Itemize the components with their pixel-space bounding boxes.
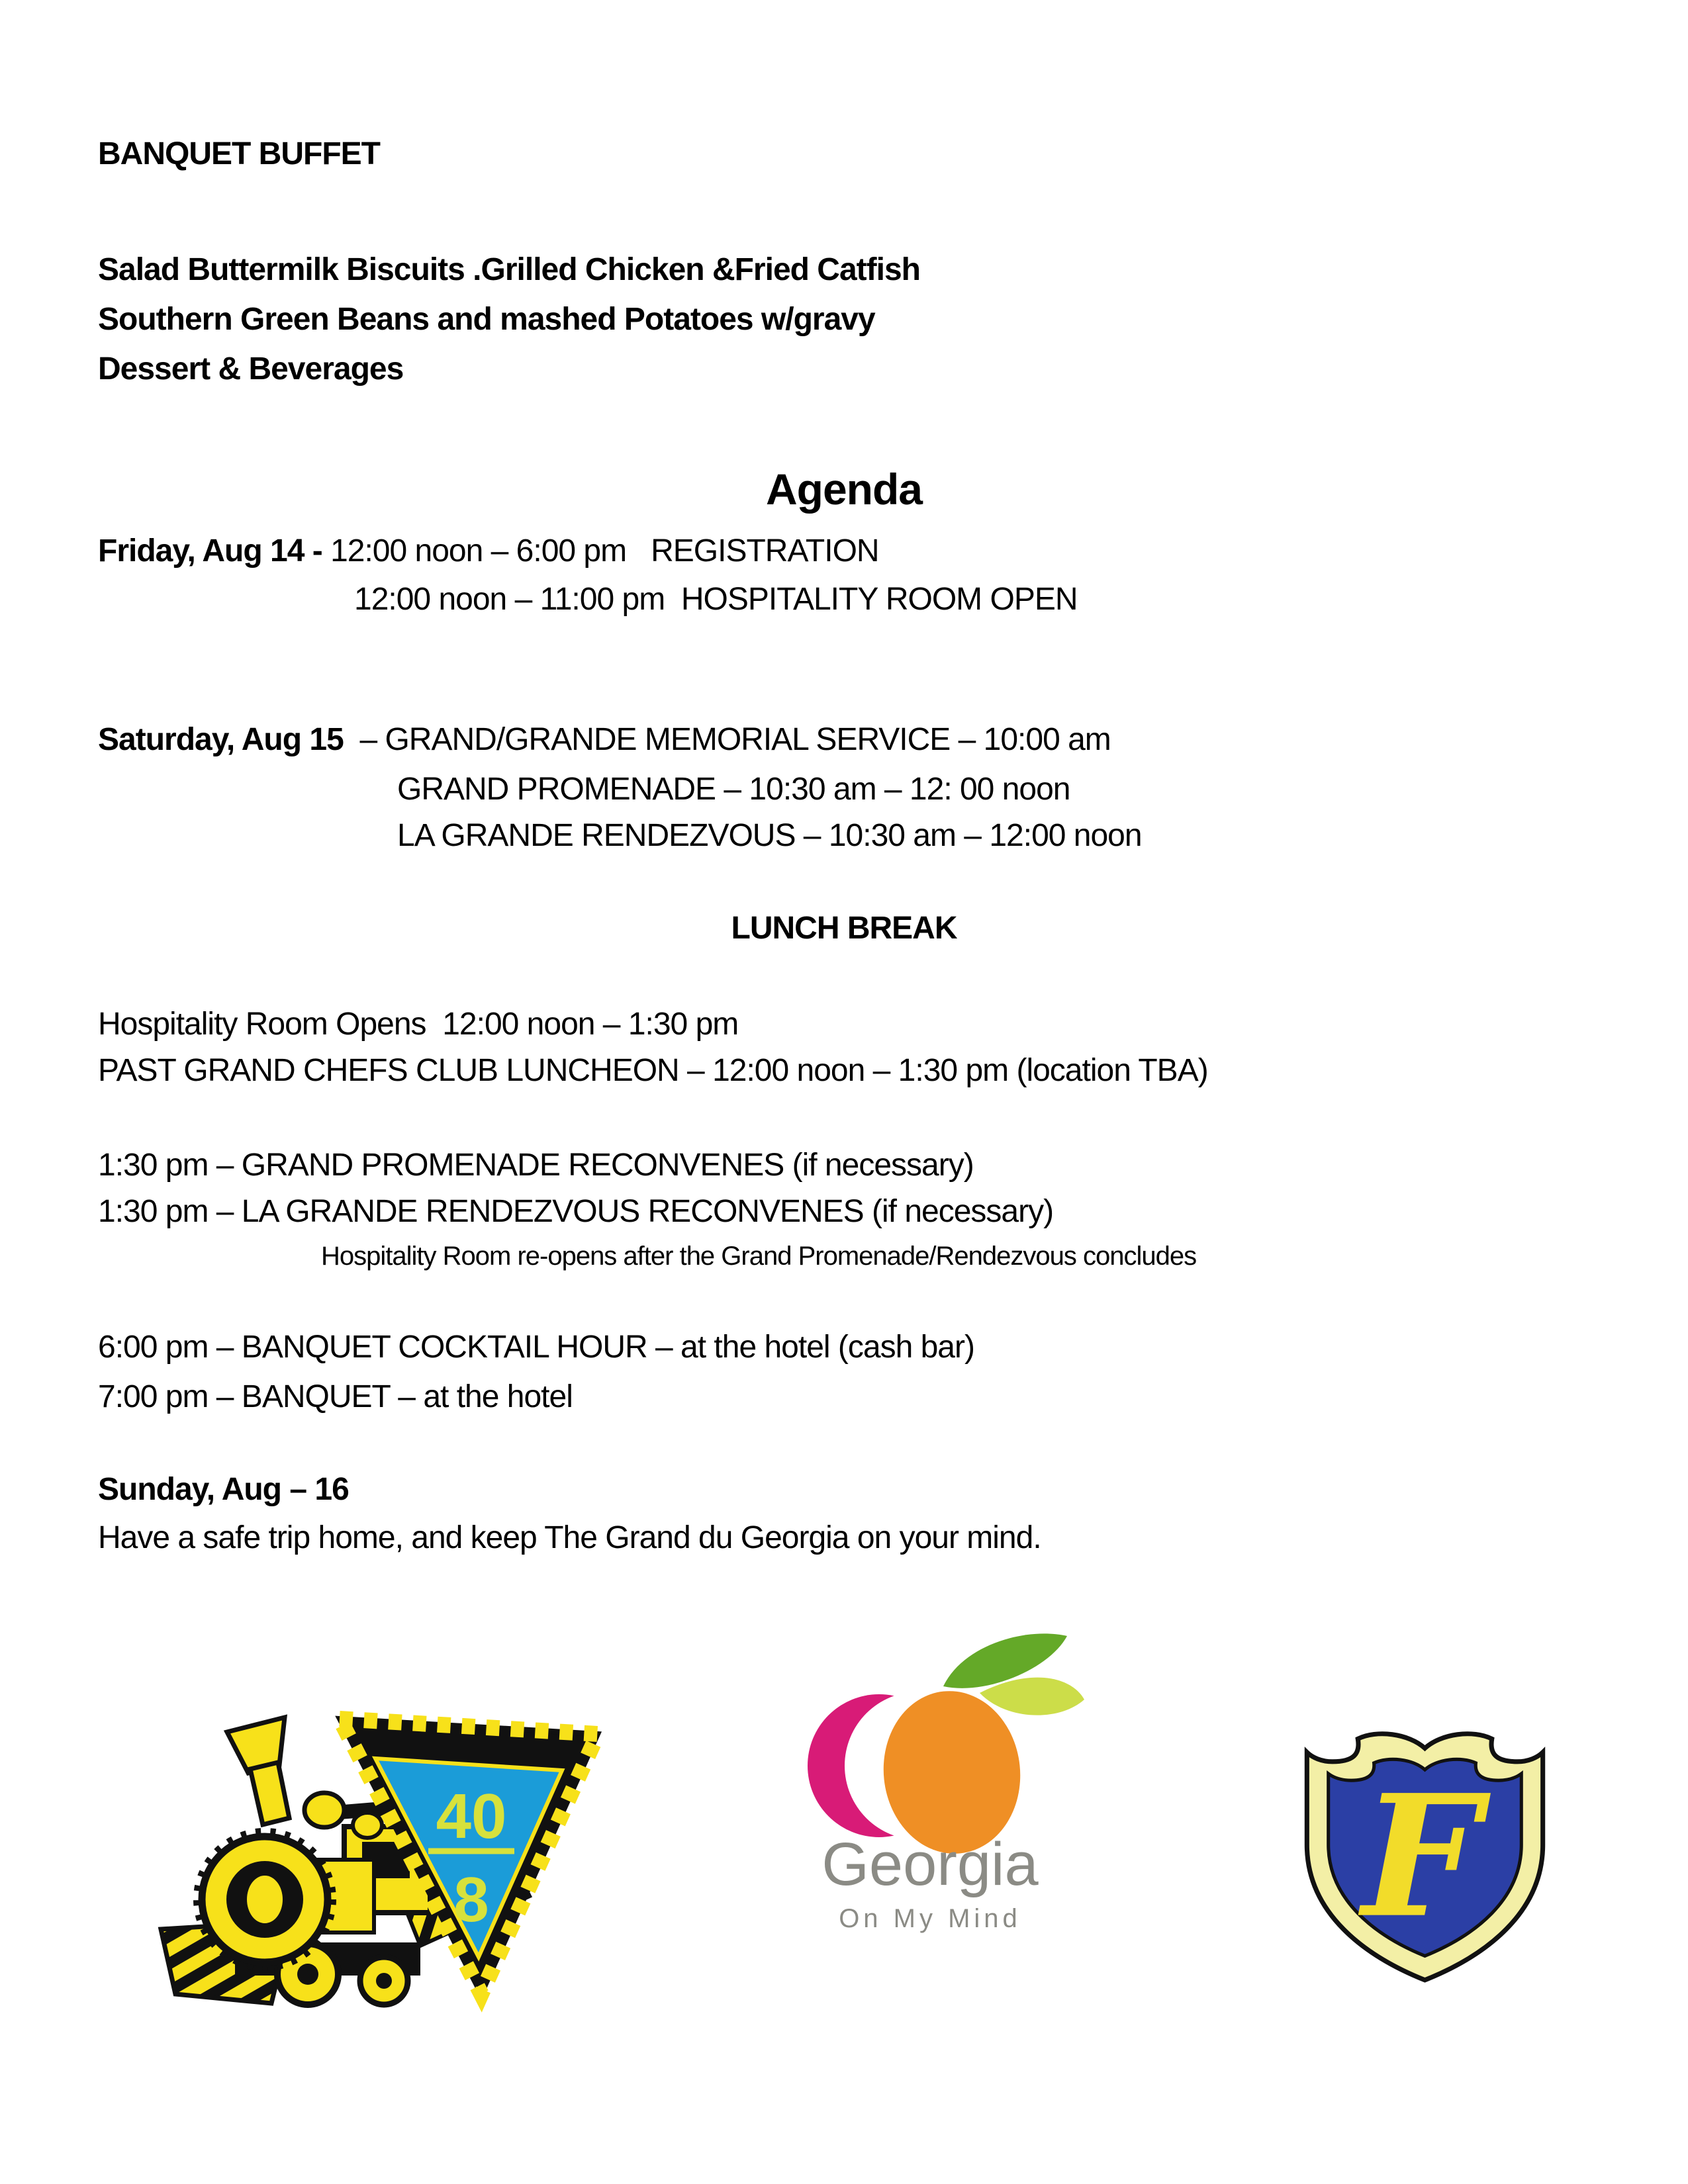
steam-dome-small xyxy=(353,1813,382,1838)
train-wheel-large-hub xyxy=(297,1964,318,1985)
shield-icon xyxy=(1291,1717,1559,1989)
smokestack-pipe xyxy=(250,1762,289,1825)
agenda-heading: Agenda xyxy=(765,465,923,514)
afternoon-rendezvous-line: 1:30 pm – LA GRANDE RENDEZVOUS RECONVENES (if necessary) xyxy=(98,1194,1054,1229)
menu-line-salad: Salad Buttermilk Biscuits .Grilled Chicken &Fried Catfish xyxy=(98,252,920,287)
lunch-break-heading: LUNCH BREAK xyxy=(731,911,957,946)
f-shield-logo xyxy=(1291,1717,1559,1992)
agenda-friday-line xyxy=(98,527,879,575)
train-pennant-icon xyxy=(142,1698,606,2015)
georgia-subtitle: On My Mind xyxy=(839,1904,1021,1933)
georgia-title: Georgia xyxy=(821,1831,1039,1898)
lunch-chefs-line: PAST GRAND CHEFS CLUB LUNCHEON – 12:00 noon – 1:30 pm (location TBA) xyxy=(98,1053,1208,1088)
agenda-friday-hospitality: 12:00 noon – 11:00 pm HOSPITALITY ROOM OPEN xyxy=(354,582,1078,617)
georgia-on-my-mind-logo xyxy=(781,1621,1086,1956)
friday-label: Friday, Aug 14 - xyxy=(98,533,331,569)
steam-dome xyxy=(305,1793,344,1827)
saturday-label: Saturday, Aug 15 xyxy=(98,722,344,757)
evening-banquet-line: 7:00 pm – BANQUET – at the hotel xyxy=(98,1379,573,1414)
agenda-saturday-rendezvous: LA GRANDE RENDEZVOUS – 10:30 am – 12:00 noon xyxy=(397,818,1142,853)
sunday-message: Have a safe trip home, and keep The Grand du Georgia on your mind. xyxy=(98,1520,1041,1555)
pennant-number-top: 40 xyxy=(436,1781,507,1852)
saturday-memorial: – GRAND/GRANDE MEMORIAL SERVICE – 10:00 am xyxy=(343,722,1111,757)
georgia-peach-icon xyxy=(781,1621,1086,1952)
boiler-hub xyxy=(247,1876,283,1923)
shield-letter: F xyxy=(1362,1757,1481,1955)
forty-and-eight-logo xyxy=(142,1698,606,2019)
afternoon-promenade-line: 1:30 pm – GRAND PROMENADE RECONVENES (if necessary) xyxy=(98,1148,974,1183)
menu-line-greens: Southern Green Beans and mashed Potatoes w/gravy xyxy=(98,302,875,337)
friday-registration: 12:00 noon – 6:00 pm REGISTRATION xyxy=(330,533,879,569)
pennant-number-bottom: 8 xyxy=(453,1864,489,1935)
banquet-buffet-title: BANQUET BUFFET xyxy=(98,136,380,171)
afternoon-note: Hospitality Room re-opens after the Grand Promenade/Rendezvous concludes xyxy=(321,1242,1197,1271)
agenda-saturday-line xyxy=(98,715,1111,764)
lunch-hospitality-line: Hospitality Room Opens 12:00 noon – 1:30 pm xyxy=(98,1007,739,1042)
agenda-saturday-promenade: GRAND PROMENADE – 10:30 am – 12: 00 noon xyxy=(397,772,1070,807)
sunday-label: Sunday, Aug – 16 xyxy=(98,1472,349,1507)
menu-line-dessert: Dessert & Beverages xyxy=(98,351,404,387)
train-wheel-small-hub xyxy=(376,1973,392,1989)
evening-cocktail-line: 6:00 pm – BANQUET COCKTAIL HOUR – at the hotel (cash bar) xyxy=(98,1330,974,1365)
